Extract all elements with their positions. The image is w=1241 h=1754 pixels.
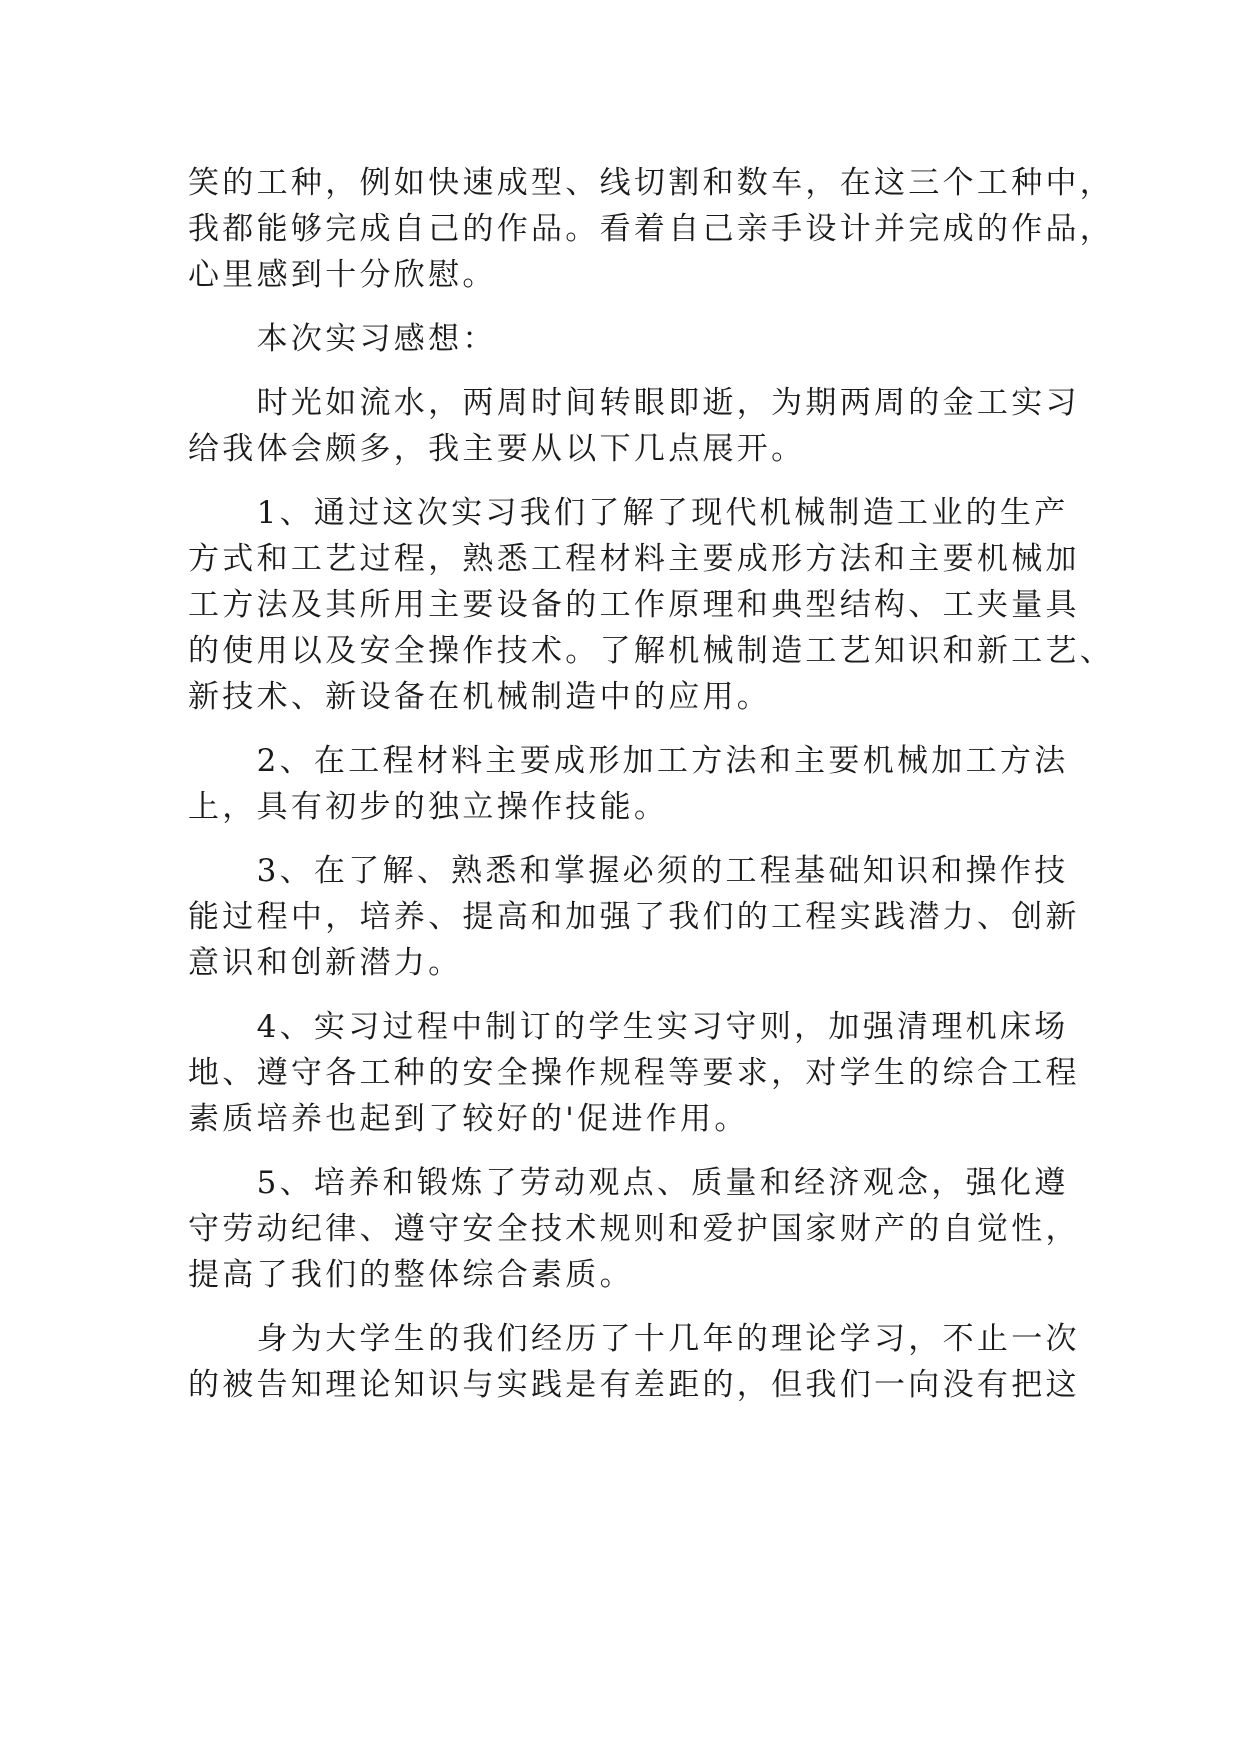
text-line: 心里感到十分欣慰。 (188, 257, 497, 293)
text-line: 给我体会颇多，我主要从以下几点展开。 (188, 431, 806, 467)
text-line: 新技术、新设备在机械制造中的应用。 (188, 679, 772, 715)
text-line: 工方法及其所用主要设备的工作原理和典型结构、工夹量具 (188, 587, 1080, 623)
text-line: 提高了我们的整体综合素质。 (188, 1257, 634, 1293)
text-line: 意识和创新潜力。 (188, 945, 463, 981)
text-line: 守劳动纪律、遵守安全技术规则和爱护国家财产的自觉性， (188, 1211, 1080, 1247)
section-heading: 本次实习感想： (188, 321, 497, 357)
document-body (188, 160, 1115, 1408)
text-line: 3、在了解、熟悉和掌握必须的工程基础知识和操作技 (188, 853, 1069, 889)
text-line: 1、通过这次实习我们了解了现代机械制造工业的生产 (188, 495, 1069, 531)
text-line: 4、实习过程中制订的学生实习守则，加强清理机床场 (188, 1009, 1069, 1045)
text-line: 的使用以及安全操作技术。了解机械制造工艺知识和新工艺、 (188, 633, 1115, 669)
text-line: 的被告知理论知识与实践是有差距的，但我们一向没有把这 (188, 1367, 1080, 1403)
text-line: 笑的工种，例如快速成型、线切割和数车，在这三个工种中， (188, 165, 1115, 201)
text-line: 素质培养也起到了较好的'促进作用。 (188, 1101, 749, 1137)
text-line: 5、培养和锻炼了劳动观点、质量和经济观念，强化遵 (188, 1165, 1069, 1201)
text-line: 上，具有初步的独立操作技能。 (188, 789, 669, 825)
text-line: 时光如流水，两周时间转眼即逝，为期两周的金工实习 (188, 385, 1080, 421)
text-line: 方式和工艺过程，熟悉工程材料主要成形方法和主要机械加 (188, 541, 1080, 577)
text-line: 身为大学生的我们经历了十几年的理论学习，不止一次 (188, 1321, 1080, 1357)
text-line: 我都能够完成自己的作品。看着自己亲手设计并完成的作品， (188, 211, 1115, 247)
text-line: 地、遵守各工种的安全操作规程等要求，对学生的综合工程 (188, 1055, 1080, 1091)
text-line: 2、在工程材料主要成形加工方法和主要机械加工方法 (188, 743, 1069, 779)
text-line: 能过程中，培养、提高和加强了我们的工程实践潜力、创新 (188, 899, 1080, 935)
